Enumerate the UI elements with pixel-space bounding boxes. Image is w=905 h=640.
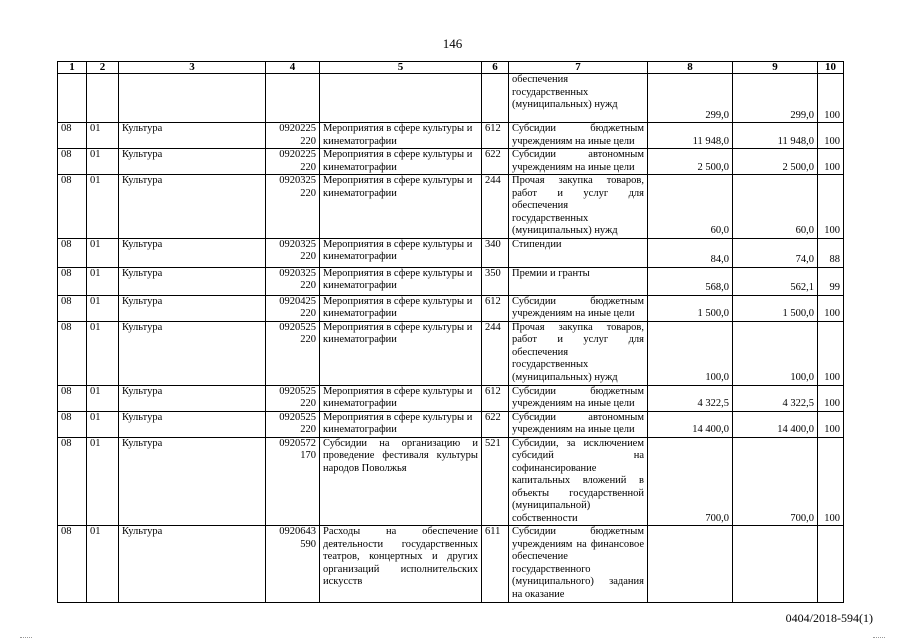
cell-section: 08 xyxy=(58,149,87,175)
cell-plan xyxy=(648,526,733,603)
column-header: 5 xyxy=(320,62,482,74)
code-line: 0920643 xyxy=(279,526,316,537)
cell-name: Культура xyxy=(119,385,266,411)
cell-code xyxy=(266,175,320,239)
cell-code xyxy=(266,295,320,321)
cell-actual: 1 500,0 xyxy=(733,295,818,321)
cell-description xyxy=(320,74,482,123)
cell-percent: 88 xyxy=(818,238,844,267)
code-line: 220 xyxy=(300,398,316,409)
cell-plan: 11 948,0 xyxy=(648,123,733,149)
cell-description: Мероприятия в сфере культуры и кинематографии xyxy=(320,175,482,239)
cell-expense-name: Субсидии автономным учреждениям на иные цели xyxy=(509,149,648,175)
code-line: 0920325 xyxy=(279,238,316,250)
code-line: 220 xyxy=(300,308,316,319)
cell-expense-type: 350 xyxy=(482,267,509,295)
table-row xyxy=(58,238,844,267)
cell-plan: 568,0 xyxy=(648,267,733,295)
cell-section: 08 xyxy=(58,411,87,437)
cell-percent: 100 xyxy=(818,74,844,123)
cell-subsection: 01 xyxy=(87,295,119,321)
code-line: 220 xyxy=(300,135,316,147)
table-row xyxy=(58,295,844,321)
cell-expense-name: Премии и гранты xyxy=(509,267,648,295)
cell-expense-type: 622 xyxy=(482,149,509,175)
cell-name: Культура xyxy=(119,175,266,239)
cell-plan: 14 400,0 xyxy=(648,411,733,437)
cell-code xyxy=(266,321,320,385)
code-line: 0920525 xyxy=(279,321,316,333)
table-row xyxy=(58,267,844,295)
cell-name: Культура xyxy=(119,411,266,437)
cell-description: Расходы на обеспечение деятельности государственных театров, концертных и других организаций исполнительских искусств xyxy=(320,526,482,603)
cell-name: Культура xyxy=(119,526,266,603)
table-row xyxy=(58,411,844,437)
code-line: 220 xyxy=(300,161,316,173)
cell-expense-name: Субсидии, за исключением субсидий на софинансирование капитальных вложений в объекты государственной (муниципальной) собственности xyxy=(509,437,648,526)
cell-description: Мероприятия в сфере культуры и кинематографии xyxy=(320,149,482,175)
cell-section: 08 xyxy=(58,526,87,603)
divider xyxy=(873,637,885,638)
code-line: 0920572 xyxy=(279,437,316,449)
cell-section: 08 xyxy=(58,123,87,149)
cell-section: 08 xyxy=(58,175,87,239)
cell-code xyxy=(266,238,320,267)
code-line: 0920325 xyxy=(279,267,316,279)
cell-actual: 60,0 xyxy=(733,175,818,239)
cell-actual: 2 500,0 xyxy=(733,149,818,175)
cell-description: Мероприятия в сфере культуры и кинематографии xyxy=(320,411,482,437)
cell-name: Культура xyxy=(119,437,266,526)
cell-code xyxy=(266,526,320,603)
code-line: 0920325 xyxy=(279,175,316,186)
cell-percent: 100 xyxy=(818,175,844,239)
cell-actual: 4 322,5 xyxy=(733,385,818,411)
code-line: 220 xyxy=(300,280,316,291)
cell-plan: 84,0 xyxy=(648,238,733,267)
cell-description: Мероприятия в сфере культуры и кинематографии xyxy=(320,238,482,267)
cell-plan: 299,0 xyxy=(648,74,733,123)
code-line: 0920525 xyxy=(279,411,316,423)
column-header: 10 xyxy=(818,62,844,74)
table-row xyxy=(58,437,844,526)
cell-percent: 100 xyxy=(818,437,844,526)
cell-section: 08 xyxy=(58,267,87,295)
cell-expense-name: Прочая закупка товаров, работ и услуг для обеспечения государственных (муниципальных) нужд xyxy=(509,321,648,385)
table-row xyxy=(58,123,844,149)
cell-actual: 100,0 xyxy=(733,321,818,385)
cell-percent: 99 xyxy=(818,267,844,295)
cell-name: Культура xyxy=(119,123,266,149)
budget-table xyxy=(57,61,844,603)
column-header: 6 xyxy=(482,62,509,74)
cell-code xyxy=(266,74,320,123)
cell-percent: 100 xyxy=(818,321,844,385)
table-row xyxy=(58,321,844,385)
code-line: 220 xyxy=(300,251,316,262)
cell-code xyxy=(266,149,320,175)
cell-plan: 1 500,0 xyxy=(648,295,733,321)
cell-subsection: 01 xyxy=(87,321,119,385)
cell-percent: 100 xyxy=(818,295,844,321)
cell-description: Мероприятия в сфере культуры и кинематографии xyxy=(320,267,482,295)
page-number: 146 xyxy=(442,36,463,51)
cell-subsection: 01 xyxy=(87,385,119,411)
cell-name: Культура xyxy=(119,238,266,267)
cell-code xyxy=(266,123,320,149)
cell-subsection: 01 xyxy=(87,238,119,267)
document-code: 0404/2018-594(1) xyxy=(785,611,873,625)
column-header: 8 xyxy=(648,62,733,74)
cell-expense-type: 521 xyxy=(482,437,509,526)
cell-expense-name: Субсидии бюджетным учреждениям на иные цели xyxy=(509,295,648,321)
cell-actual: 11 948,0 xyxy=(733,123,818,149)
cell-expense-type: 612 xyxy=(482,385,509,411)
cell-section xyxy=(58,74,87,123)
cell-percent: 100 xyxy=(818,411,844,437)
cell-description: Субсидии на организацию и проведение фестиваля культуры народов Поволжья xyxy=(320,437,482,526)
cell-expense-type: 622 xyxy=(482,411,509,437)
cell-subsection: 01 xyxy=(87,437,119,526)
cell-section: 08 xyxy=(58,295,87,321)
cell-percent: 100 xyxy=(818,123,844,149)
cell-code xyxy=(266,267,320,295)
cell-expense-type: 244 xyxy=(482,321,509,385)
cell-expense-name: Прочая закупка товаров, работ и услуг для обеспечения государственных (муниципальных) нужд xyxy=(509,175,648,239)
cell-expense-type: 340 xyxy=(482,238,509,267)
cell-code xyxy=(266,437,320,526)
cell-description: Мероприятия в сфере культуры и кинематографии xyxy=(320,295,482,321)
column-header: 2 xyxy=(87,62,119,74)
cell-description: Мероприятия в сфере культуры и кинематографии xyxy=(320,321,482,385)
column-header: 9 xyxy=(733,62,818,74)
cell-actual: 14 400,0 xyxy=(733,411,818,437)
cell-name: Культура xyxy=(119,149,266,175)
cell-expense-type: 612 xyxy=(482,295,509,321)
cell-actual: 700,0 xyxy=(733,437,818,526)
cell-expense-name: обеспечения государственных (муниципальных) нужд xyxy=(509,74,648,123)
cell-code xyxy=(266,411,320,437)
table-row xyxy=(58,385,844,411)
cell-subsection: 01 xyxy=(87,526,119,603)
cell-plan: 4 322,5 xyxy=(648,385,733,411)
column-header: 4 xyxy=(266,62,320,74)
code-line: 220 xyxy=(300,424,316,435)
code-line: 0920225 xyxy=(279,149,316,160)
cell-name: Культура xyxy=(119,295,266,321)
cell-plan: 60,0 xyxy=(648,175,733,239)
cell-percent: 100 xyxy=(818,385,844,411)
table-row xyxy=(58,175,844,239)
cell-actual: 74,0 xyxy=(733,238,818,267)
cell-percent xyxy=(818,526,844,603)
cell-expense-name: Субсидии бюджетным учреждениям на иные цели xyxy=(509,385,648,411)
cell-actual: 299,0 xyxy=(733,74,818,123)
cell-subsection: 01 xyxy=(87,123,119,149)
table-row xyxy=(58,526,844,603)
column-header: 7 xyxy=(509,62,648,74)
column-header: 1 xyxy=(58,62,87,74)
cell-percent: 100 xyxy=(818,149,844,175)
cell-name xyxy=(119,74,266,123)
cell-subsection: 01 xyxy=(87,175,119,239)
code-line: 220 xyxy=(300,334,316,345)
cell-actual xyxy=(733,526,818,603)
cell-description: Мероприятия в сфере культуры и кинематографии xyxy=(320,385,482,411)
code-line: 0920425 xyxy=(279,295,316,307)
header-row xyxy=(58,62,844,74)
cell-expense-name: Субсидии автономным учреждениям на иные цели xyxy=(509,411,648,437)
code-line: 220 xyxy=(300,187,316,199)
cell-section: 08 xyxy=(58,321,87,385)
code-line: 0920525 xyxy=(279,385,316,397)
cell-section: 08 xyxy=(58,238,87,267)
cell-expense-name: Субсидии бюджетным учреждениям на иные цели xyxy=(509,123,648,149)
cell-subsection xyxy=(87,74,119,123)
cell-expense-type: 612 xyxy=(482,123,509,149)
cell-name: Культура xyxy=(119,321,266,385)
code-line: 590 xyxy=(300,538,316,550)
cell-expense-name: Стипендии xyxy=(509,238,648,267)
cell-subsection: 01 xyxy=(87,411,119,437)
cell-expense-type: 611 xyxy=(482,526,509,603)
column-header: 3 xyxy=(119,62,266,74)
table-row xyxy=(58,149,844,175)
cell-expense-type xyxy=(482,74,509,123)
cell-subsection: 01 xyxy=(87,267,119,295)
cell-expense-name: Субсидии бюджетным учреждениям на финансовое обеспечение государственного (муниципального) задания на оказание xyxy=(509,526,648,603)
divider xyxy=(20,637,32,638)
cell-expense-type: 244 xyxy=(482,175,509,239)
cell-section: 08 xyxy=(58,437,87,526)
cell-name: Культура xyxy=(119,267,266,295)
cell-plan: 700,0 xyxy=(648,437,733,526)
cell-code xyxy=(266,385,320,411)
cell-plan: 100,0 xyxy=(648,321,733,385)
code-line: 170 xyxy=(300,450,316,461)
table-row xyxy=(58,74,844,123)
cell-subsection: 01 xyxy=(87,149,119,175)
cell-section: 08 xyxy=(58,385,87,411)
cell-actual: 562,1 xyxy=(733,267,818,295)
cell-description: Мероприятия в сфере культуры и кинематографии xyxy=(320,123,482,149)
cell-plan: 2 500,0 xyxy=(648,149,733,175)
code-line: 0920225 xyxy=(279,123,316,134)
